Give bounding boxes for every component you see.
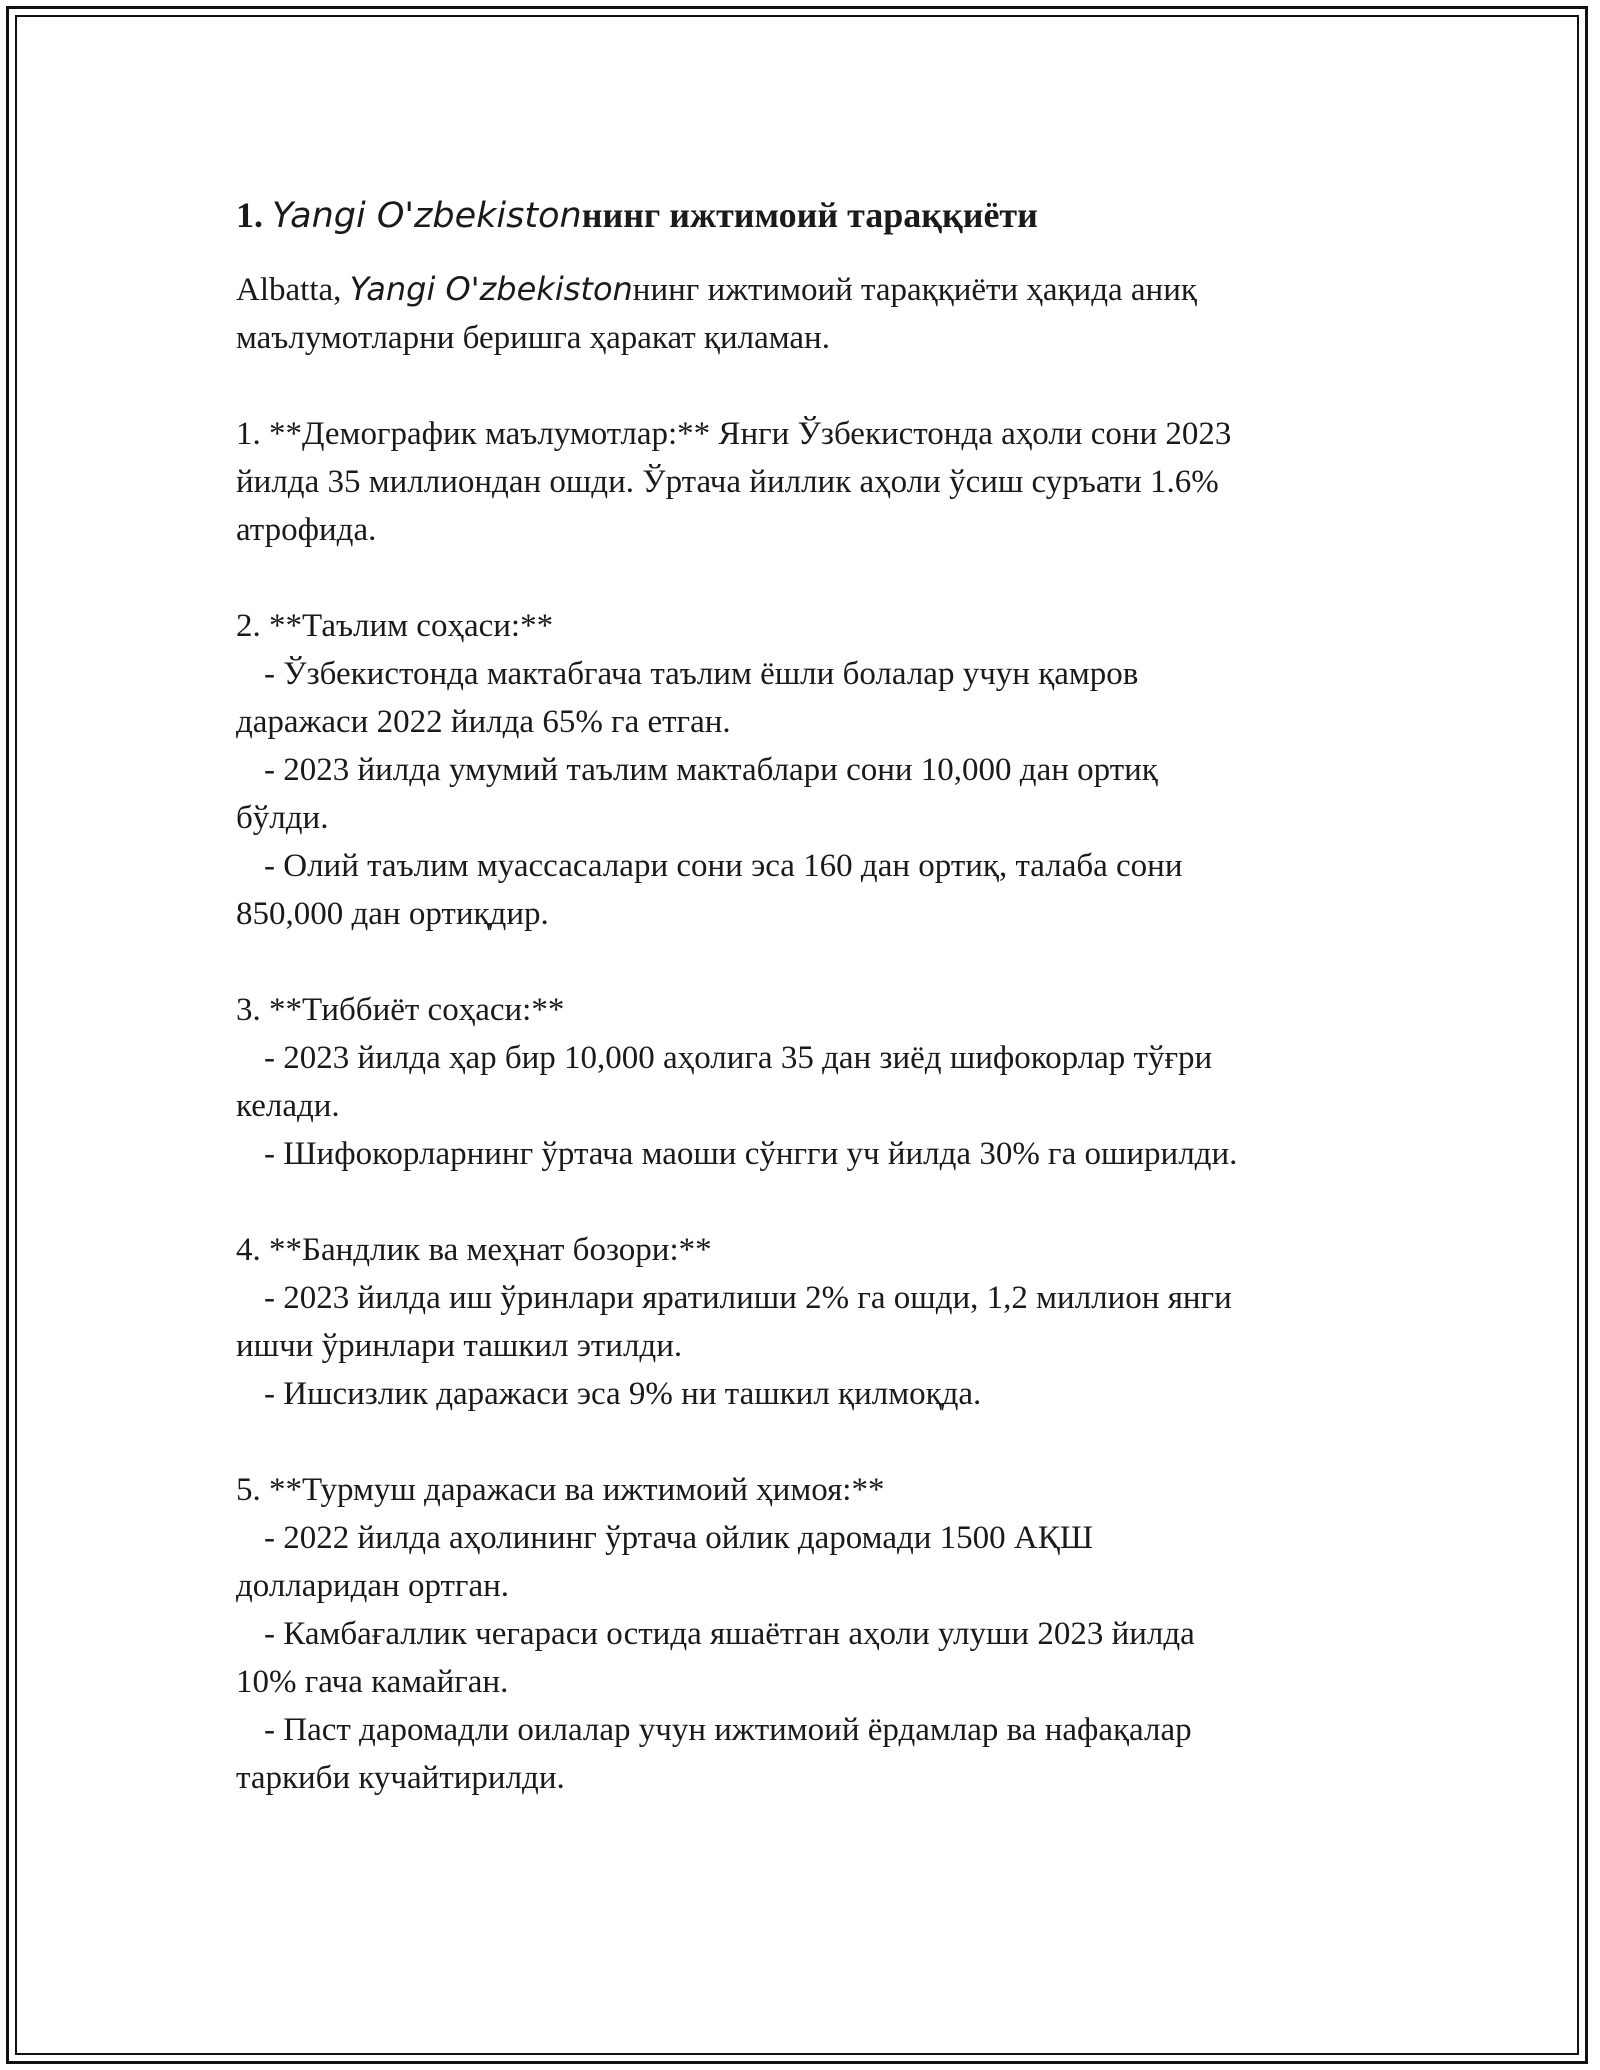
list-item bbox=[236, 1370, 1366, 1418]
section-5-bullet-2-line-2: 10% гача камайган. bbox=[236, 1664, 509, 1700]
list-item bbox=[236, 842, 1366, 938]
intro-rest-line1: нинг ижтимоий тараққиёти ҳақида аниқ bbox=[632, 272, 1197, 308]
section-3-bullet-2-line-1: - Шифокорларнинг ўртача маоши сўнгги уч йилда 30% га оширилди. bbox=[264, 1136, 1238, 1172]
section-5-bullet-1-line-2: долларидан ортган. bbox=[236, 1568, 510, 1604]
section-4-bullet-1-line-1: - 2023 йилда иш ўринлари яратилиши 2% га ошди, 1,2 миллион янги bbox=[264, 1280, 1232, 1316]
document-body bbox=[236, 190, 1366, 1802]
section-5-bullet-2-line-1: - Камбағаллик чегараси остида яшаётган аҳоли улуши 2023 йилда bbox=[264, 1616, 1195, 1652]
list-item bbox=[236, 1034, 1366, 1130]
section-1-line-2: йилда 35 миллиондан ошди. Ўртача йиллик аҳоли ўсиш суръати 1.6% bbox=[236, 464, 1219, 500]
section-1-line-1: 1. **Демографик маълумотлар:** Янги Ўзбекистонда аҳоли сони 2023 bbox=[236, 416, 1232, 452]
intro-italic-name: Yangi O'zbekiston bbox=[349, 270, 633, 308]
section-4-bullet-2-line-1: - Ишсизлик даражаси эса 9% ни ташкил қилмоқда. bbox=[264, 1376, 982, 1412]
section-3-bullet-1-line-1: - 2023 йилда ҳар бир 10,000 аҳолига 35 дан зиёд шифокорлар тўғри bbox=[264, 1040, 1213, 1076]
section-3-bullet-1-line-2: келади. bbox=[236, 1088, 340, 1124]
section-4-bullet-1-line-2: ишчи ўринлари ташкил этилди. bbox=[236, 1328, 683, 1364]
section-2-bullet-2-line-2: бўлди. bbox=[236, 800, 329, 836]
list-item bbox=[236, 746, 1366, 842]
section-2-bullet-3-line-1: - Олий таълим муассасалари сони эса 160 дан ортиқ, талаба сони bbox=[264, 848, 1183, 884]
document-title bbox=[236, 190, 1366, 241]
list-item bbox=[236, 1610, 1366, 1706]
section-5-bullet-3-line-2: таркиби кучайтирилди. bbox=[236, 1760, 565, 1796]
section-education bbox=[236, 602, 1366, 938]
title-rest: нинг ижтимоий тараққиёти bbox=[581, 195, 1038, 235]
section-2-bullet-1-line-2: даражаси 2022 йилда 65% га етган. bbox=[236, 704, 731, 740]
list-item bbox=[236, 1130, 1366, 1178]
section-5-bullet-3-line-1: - Паст даромадли оилалар учун ижтимоий ёрдамлар ва нафақалар bbox=[264, 1712, 1192, 1748]
section-2-bullet-2-line-1: - 2023 йилда умумий таълим мактаблари сони 10,000 дан ортиқ bbox=[264, 752, 1158, 788]
section-4-heading: 4. **Бандлик ва меҳнат бозори:** bbox=[236, 1232, 712, 1268]
intro-prefix: Albatta, bbox=[236, 272, 350, 308]
list-item bbox=[236, 1274, 1366, 1370]
intro-paragraph bbox=[236, 265, 1366, 362]
section-3-heading: 3. **Тиббиёт соҳаси:** bbox=[236, 992, 565, 1028]
list-item bbox=[236, 1514, 1366, 1610]
section-employment bbox=[236, 1226, 1366, 1418]
section-2-bullet-1-line-1: - Ўзбекистонда мактабгача таълим ёшли болалар учун қамров bbox=[264, 656, 1139, 692]
section-2-heading: 2. **Таълим соҳаси:** bbox=[236, 608, 554, 644]
intro-rest-line2: маълумотларни беришга ҳаракат қиламан. bbox=[236, 320, 830, 356]
section-healthcare bbox=[236, 986, 1366, 1178]
list-item bbox=[236, 650, 1366, 746]
section-5-bullet-1-line-1: - 2022 йилда аҳолининг ўртача ойлик даромади 1500 АҚШ bbox=[264, 1520, 1094, 1556]
section-5-heading: 5. **Турмуш даражаси ва ижтимоий ҳимоя:** bbox=[236, 1472, 885, 1508]
section-demographics bbox=[236, 410, 1366, 554]
title-italic-name: Yangi O'zbekiston bbox=[272, 196, 582, 236]
title-number: 1. bbox=[236, 195, 263, 235]
list-item bbox=[236, 1706, 1366, 1802]
section-2-bullet-3-line-2: 850,000 дан ортиқдир. bbox=[236, 896, 549, 932]
section-living-standards bbox=[236, 1466, 1366, 1802]
section-1-line-3: атрофида. bbox=[236, 512, 377, 548]
